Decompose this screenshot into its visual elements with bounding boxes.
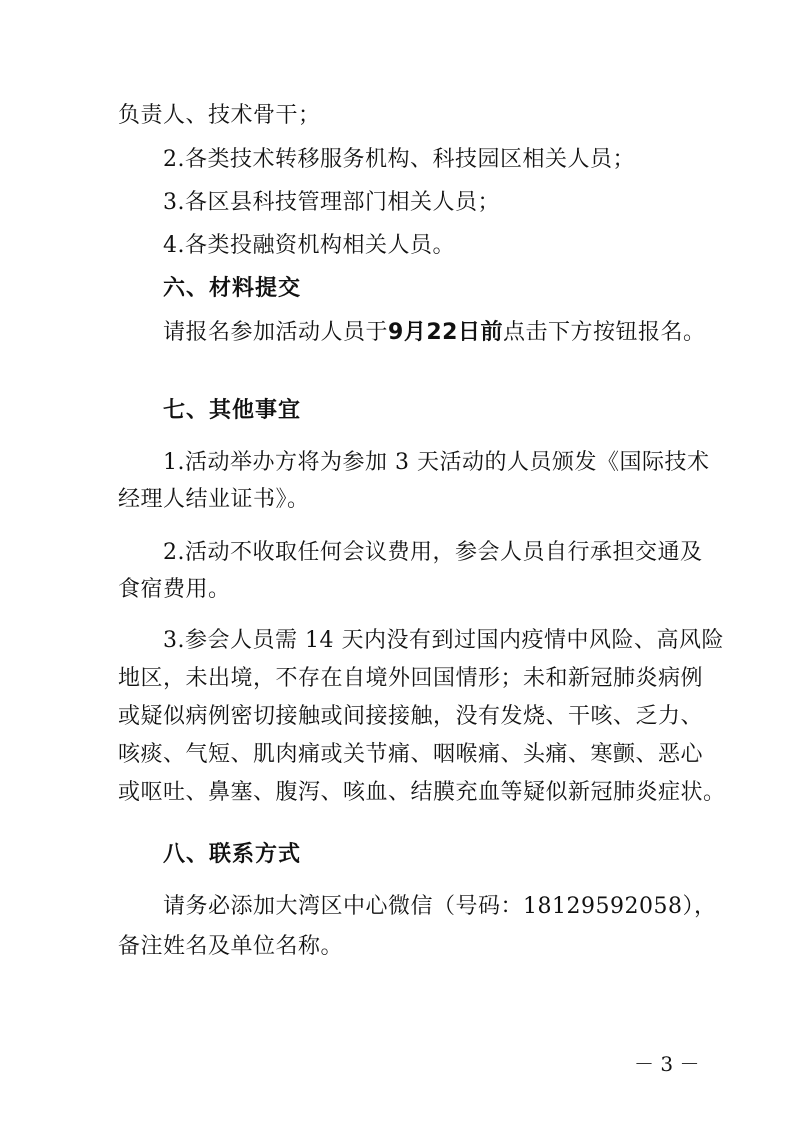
text-line: 咳痰、气短、肌肉痛或关节痛、咽喉痛、头痛、寒颤、恶心 bbox=[118, 742, 704, 767]
list-item: 2.活动不收取任何会议费用，参会人员自行承担交通及 bbox=[163, 540, 703, 565]
text-line: 请务必添加大湾区中心微信（号码：18129592058）， bbox=[163, 894, 717, 919]
text-line: 或疑似病例密切接触或间接接触，没有发烧、干咳、乏力、 bbox=[118, 704, 704, 729]
text-line: 或呕吐、鼻塞、腹泻、咳血、结膜充血等疑似新冠肺炎症状。 bbox=[118, 780, 726, 805]
list-item: 4.各类投融资机构相关人员。 bbox=[163, 233, 455, 258]
section-heading-other-matters: 七、其他事宜 bbox=[163, 398, 302, 423]
text-line: 负责人、技术骨干； bbox=[118, 103, 321, 128]
list-item: 3.参会人员需 14 天内没有到过国内疫情中风险、高风险 bbox=[163, 628, 724, 653]
list-item: 2.各类技术转移服务机构、科技园区相关人员； bbox=[163, 147, 635, 172]
page-number: － 3 － bbox=[634, 1052, 700, 1076]
list-item: 3.各区县科技管理部门相关人员； bbox=[163, 190, 500, 215]
text-line: 经理人结业证书》。 bbox=[118, 487, 310, 512]
text-line: 备注姓名及单位名称。 bbox=[118, 934, 344, 959]
deadline-text: 9月22日前 bbox=[388, 320, 503, 345]
section-heading-materials: 六、材料提交 bbox=[163, 276, 302, 301]
text-line bbox=[163, 318, 705, 348]
text-line: 地区，未出境，不存在自境外回国情形；未和新冠肺炎病例 bbox=[118, 666, 704, 691]
section-heading-contact: 八、联系方式 bbox=[163, 842, 302, 867]
text-span: 请报名参加活动人员于 bbox=[163, 320, 389, 345]
list-item: 1.活动举办方将为参加 3 天活动的人员颁发《国际技术 bbox=[163, 450, 710, 475]
text-line: 食宿费用。 bbox=[118, 577, 231, 602]
text-span: 点击下方按钮报名。 bbox=[502, 320, 706, 345]
